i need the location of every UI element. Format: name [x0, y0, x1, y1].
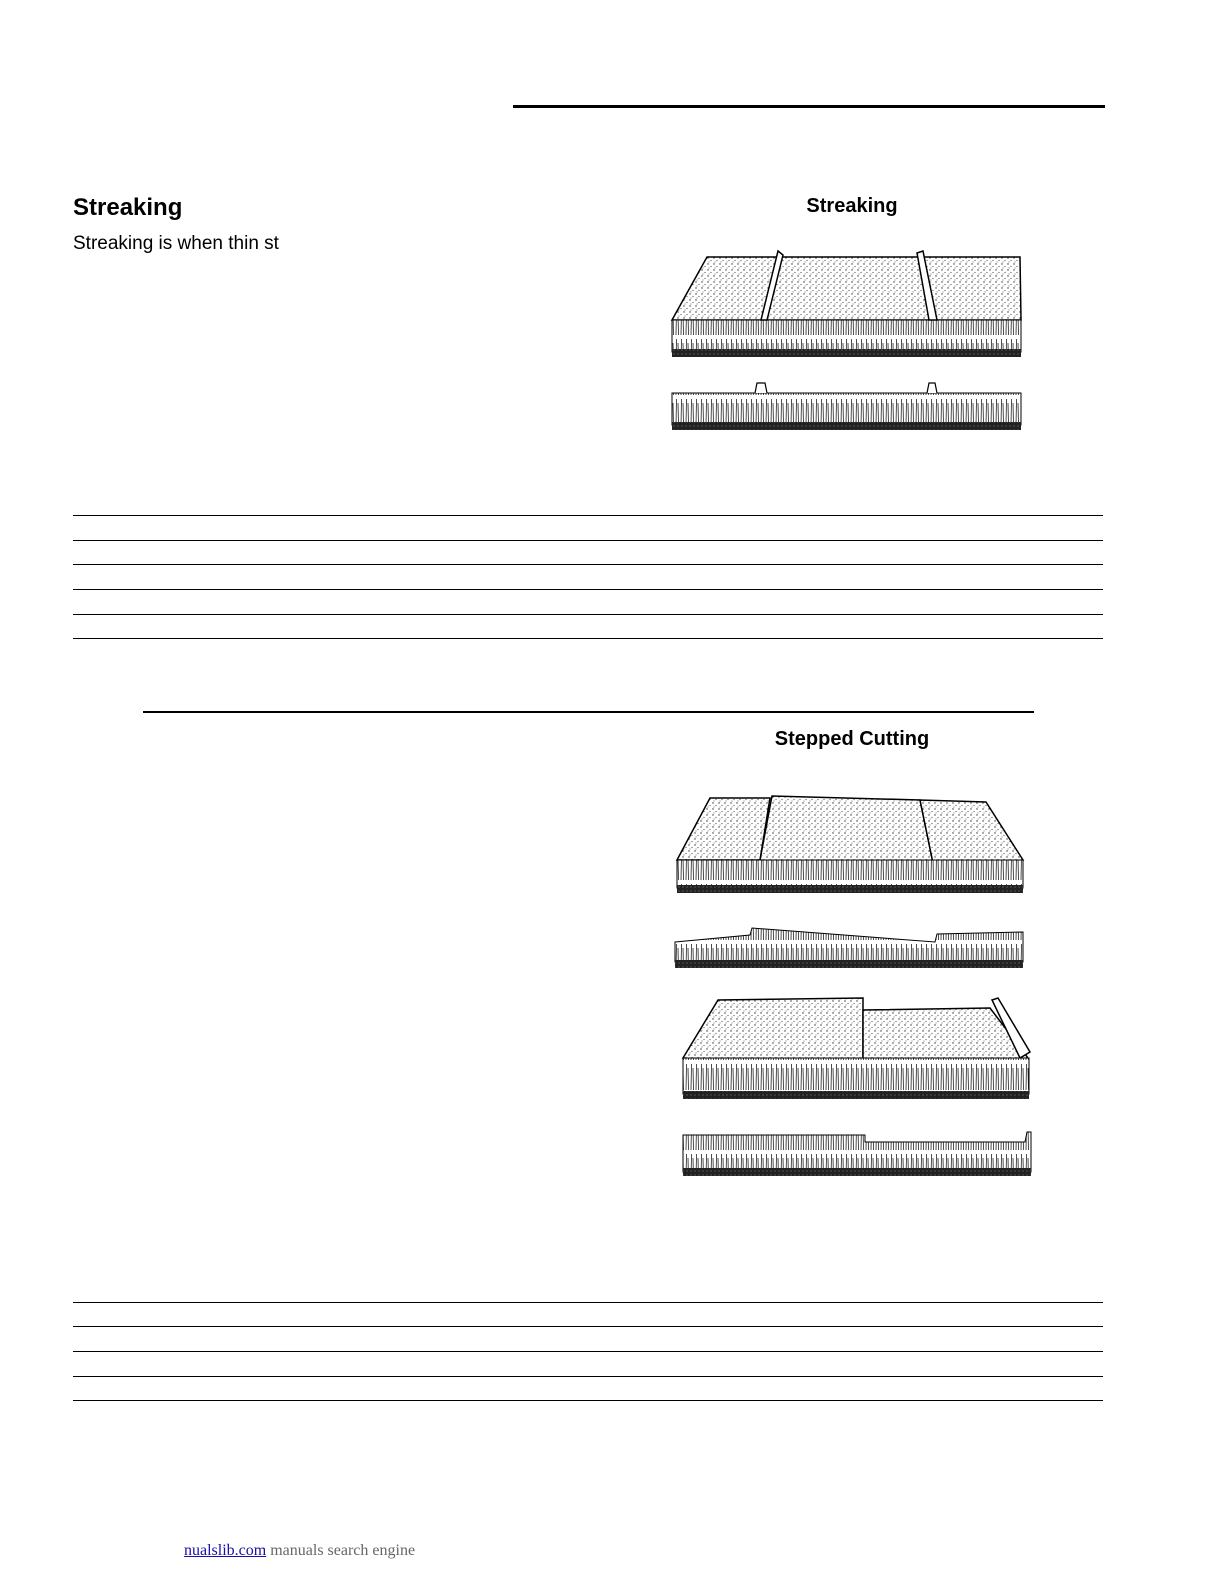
blank-line	[73, 614, 1103, 615]
blank-line	[73, 540, 1103, 541]
blank-line	[73, 589, 1103, 590]
header-rule	[513, 105, 1105, 108]
streaking-illustration	[665, 245, 1030, 435]
section-title: Streaking	[73, 194, 183, 221]
footer	[126, 1542, 415, 1560]
figure-caption-streaking: Streaking	[806, 195, 898, 217]
blank-line	[73, 515, 1103, 516]
blank-line	[73, 1326, 1103, 1327]
blank-line	[73, 564, 1103, 565]
section-divider	[143, 711, 1034, 713]
stepped-cutting-illustration	[670, 790, 1040, 1180]
blank-line	[73, 1351, 1103, 1352]
blank-line	[73, 1302, 1103, 1303]
blank-line	[73, 1376, 1103, 1377]
figure-caption-stepped-cutting: Stepped Cutting	[774, 728, 930, 750]
section-body-text: Streaking is when thin st	[73, 233, 279, 254]
blank-line	[73, 638, 1103, 639]
blank-line	[73, 1400, 1103, 1401]
footer-link[interactable]: nualslib.com	[184, 1542, 267, 1559]
footer-text: manuals search engine	[270, 1542, 416, 1559]
